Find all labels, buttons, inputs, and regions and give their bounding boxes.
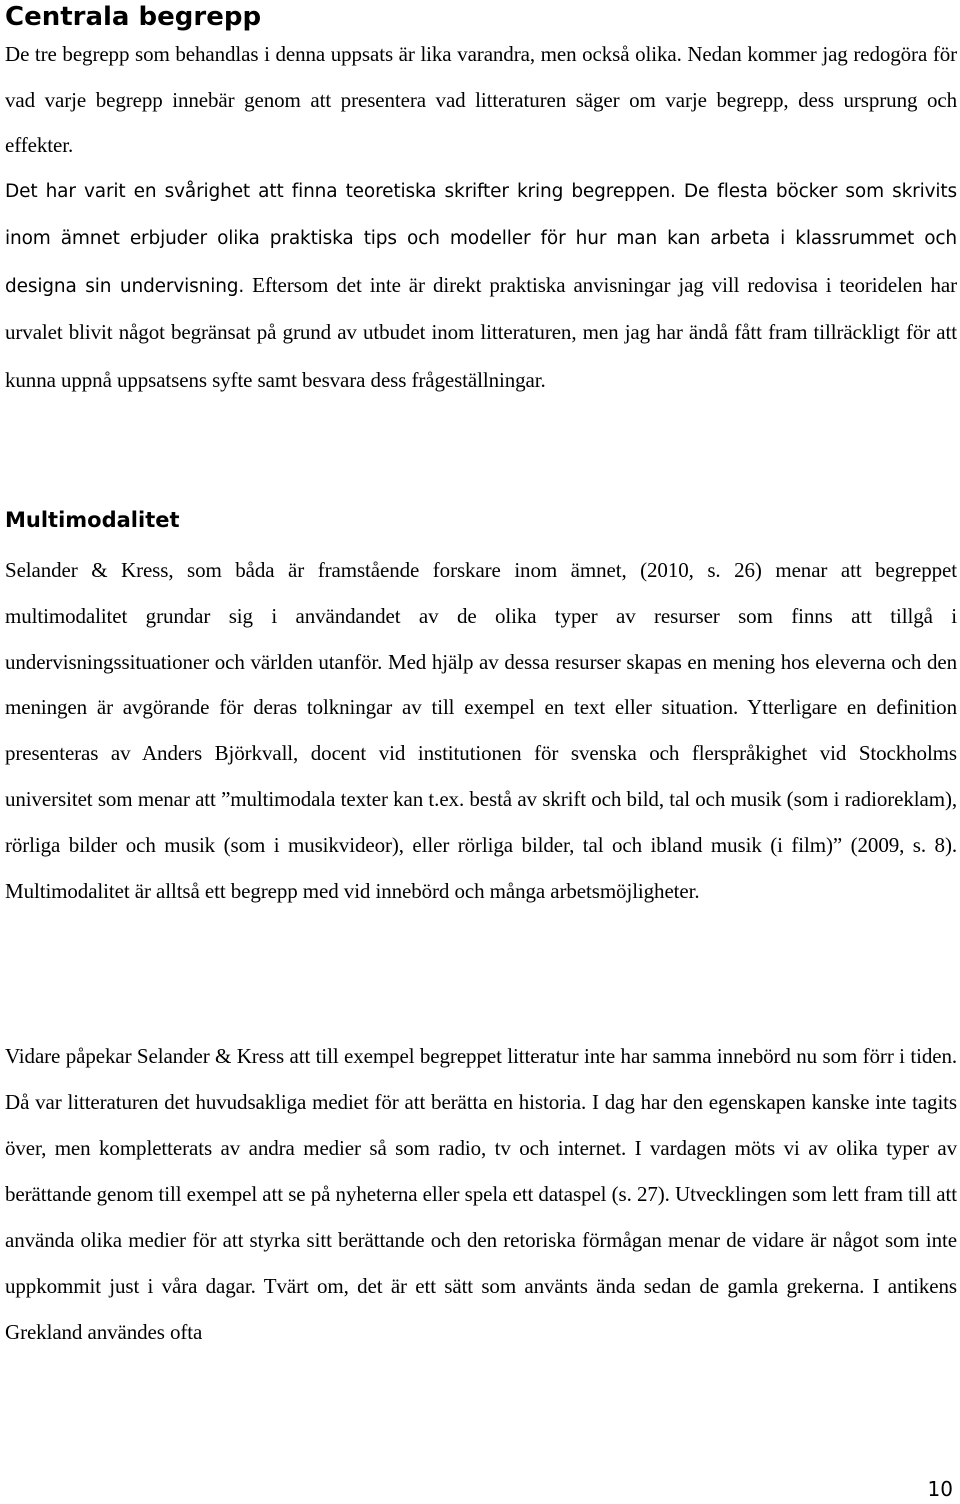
document-page [5, 0, 957, 1504]
theory-text-serif: Eftersom det inte är direkt praktiska anvisningar jag vill redovisa i teoridelen har urvalet blivit något begränsat på grund av utbudet inom litteraturen, men jag har ändå fått fram tillräckligt för att kunna uppnå uppsatsens syfte samt besvara dess frågeställningar. [5, 272, 957, 393]
narrative-paragraph: Vidare påpekar Selander & Kress att till exempel begreppet litteratur inte har samma innebörd nu som förr i tiden. Då var litteraturen det huvudsakliga mediet för att berätta en historia. I dag har den egenskapen kanske inte tagits över, men kompletterats av andra medier så som radio, tv och internet. I vardagen möts vi av olika typer av berättande genom till exempel att se på nyheterna eller spela ett dataspel (s. 27). Utvecklingen som lett fram till att använda olika medier för att styrka sitt berättande och den retoriska förmågan menar de vidare är något som inte uppkommit just i våra dagar. Tvärt om, det är ett sätt som använts ända sedan de gamla grekerna. I antikens Grekland användes ofta [5, 1044, 957, 1344]
multimodality-paragraph: Selander & Kress, som båda är framstående forskare inom ämnet, (2010, s. 26) menar att begreppet multimodalitet grundar sig i användandet av de olika typer av resurser som finns att tillgå i undervisningssituationer och världen utanför. Med hjälp av dessa resurser skapas en mening hos eleverna och den meningen är avgörande för deras tolkningar av till exempel en text eller situation. Ytterligare en definition presenteras av Anders Björkvall, docent vid institutionen för svenska och flerspråkighet vid Stockholms universitet som menar att ”multimodala texter kan t.ex. bestå av skrift och bild, tal och musik (som i radioreklam), rörliga bilder och musik (som i musikvideor), eller rörliga bilder, tal och ibland musik (i film)” (2009, s. 8). Multimodalitet är alltså ett begrepp med vid innebörd och många arbetsmöjligheter. [5, 558, 957, 903]
page-number: 10 [927, 1477, 953, 1501]
intro-paragraph: De tre begrepp som behandlas i denna uppsats är lika varandra, men också olika. Nedan kommer jag redogöra för vad varje begrepp innebär genom att presentera vad litteraturen säger om varje begrepp, dess ursprung och effekter. [5, 42, 957, 157]
section-heading: Centrala begrepp [5, 2, 262, 32]
subsection-heading: Multimodalitet [5, 508, 180, 532]
theory-text-sans: Det har varit en svårighet att finna teoretiska skrifter kring begreppen. De flesta böcker som skrivits inom ämnet erbjuder olika praktiska tips och modeller för hur man kan arbeta i klassrummet och designa sin undervisning. [5, 181, 957, 297]
theory-paragraph [5, 169, 957, 406]
